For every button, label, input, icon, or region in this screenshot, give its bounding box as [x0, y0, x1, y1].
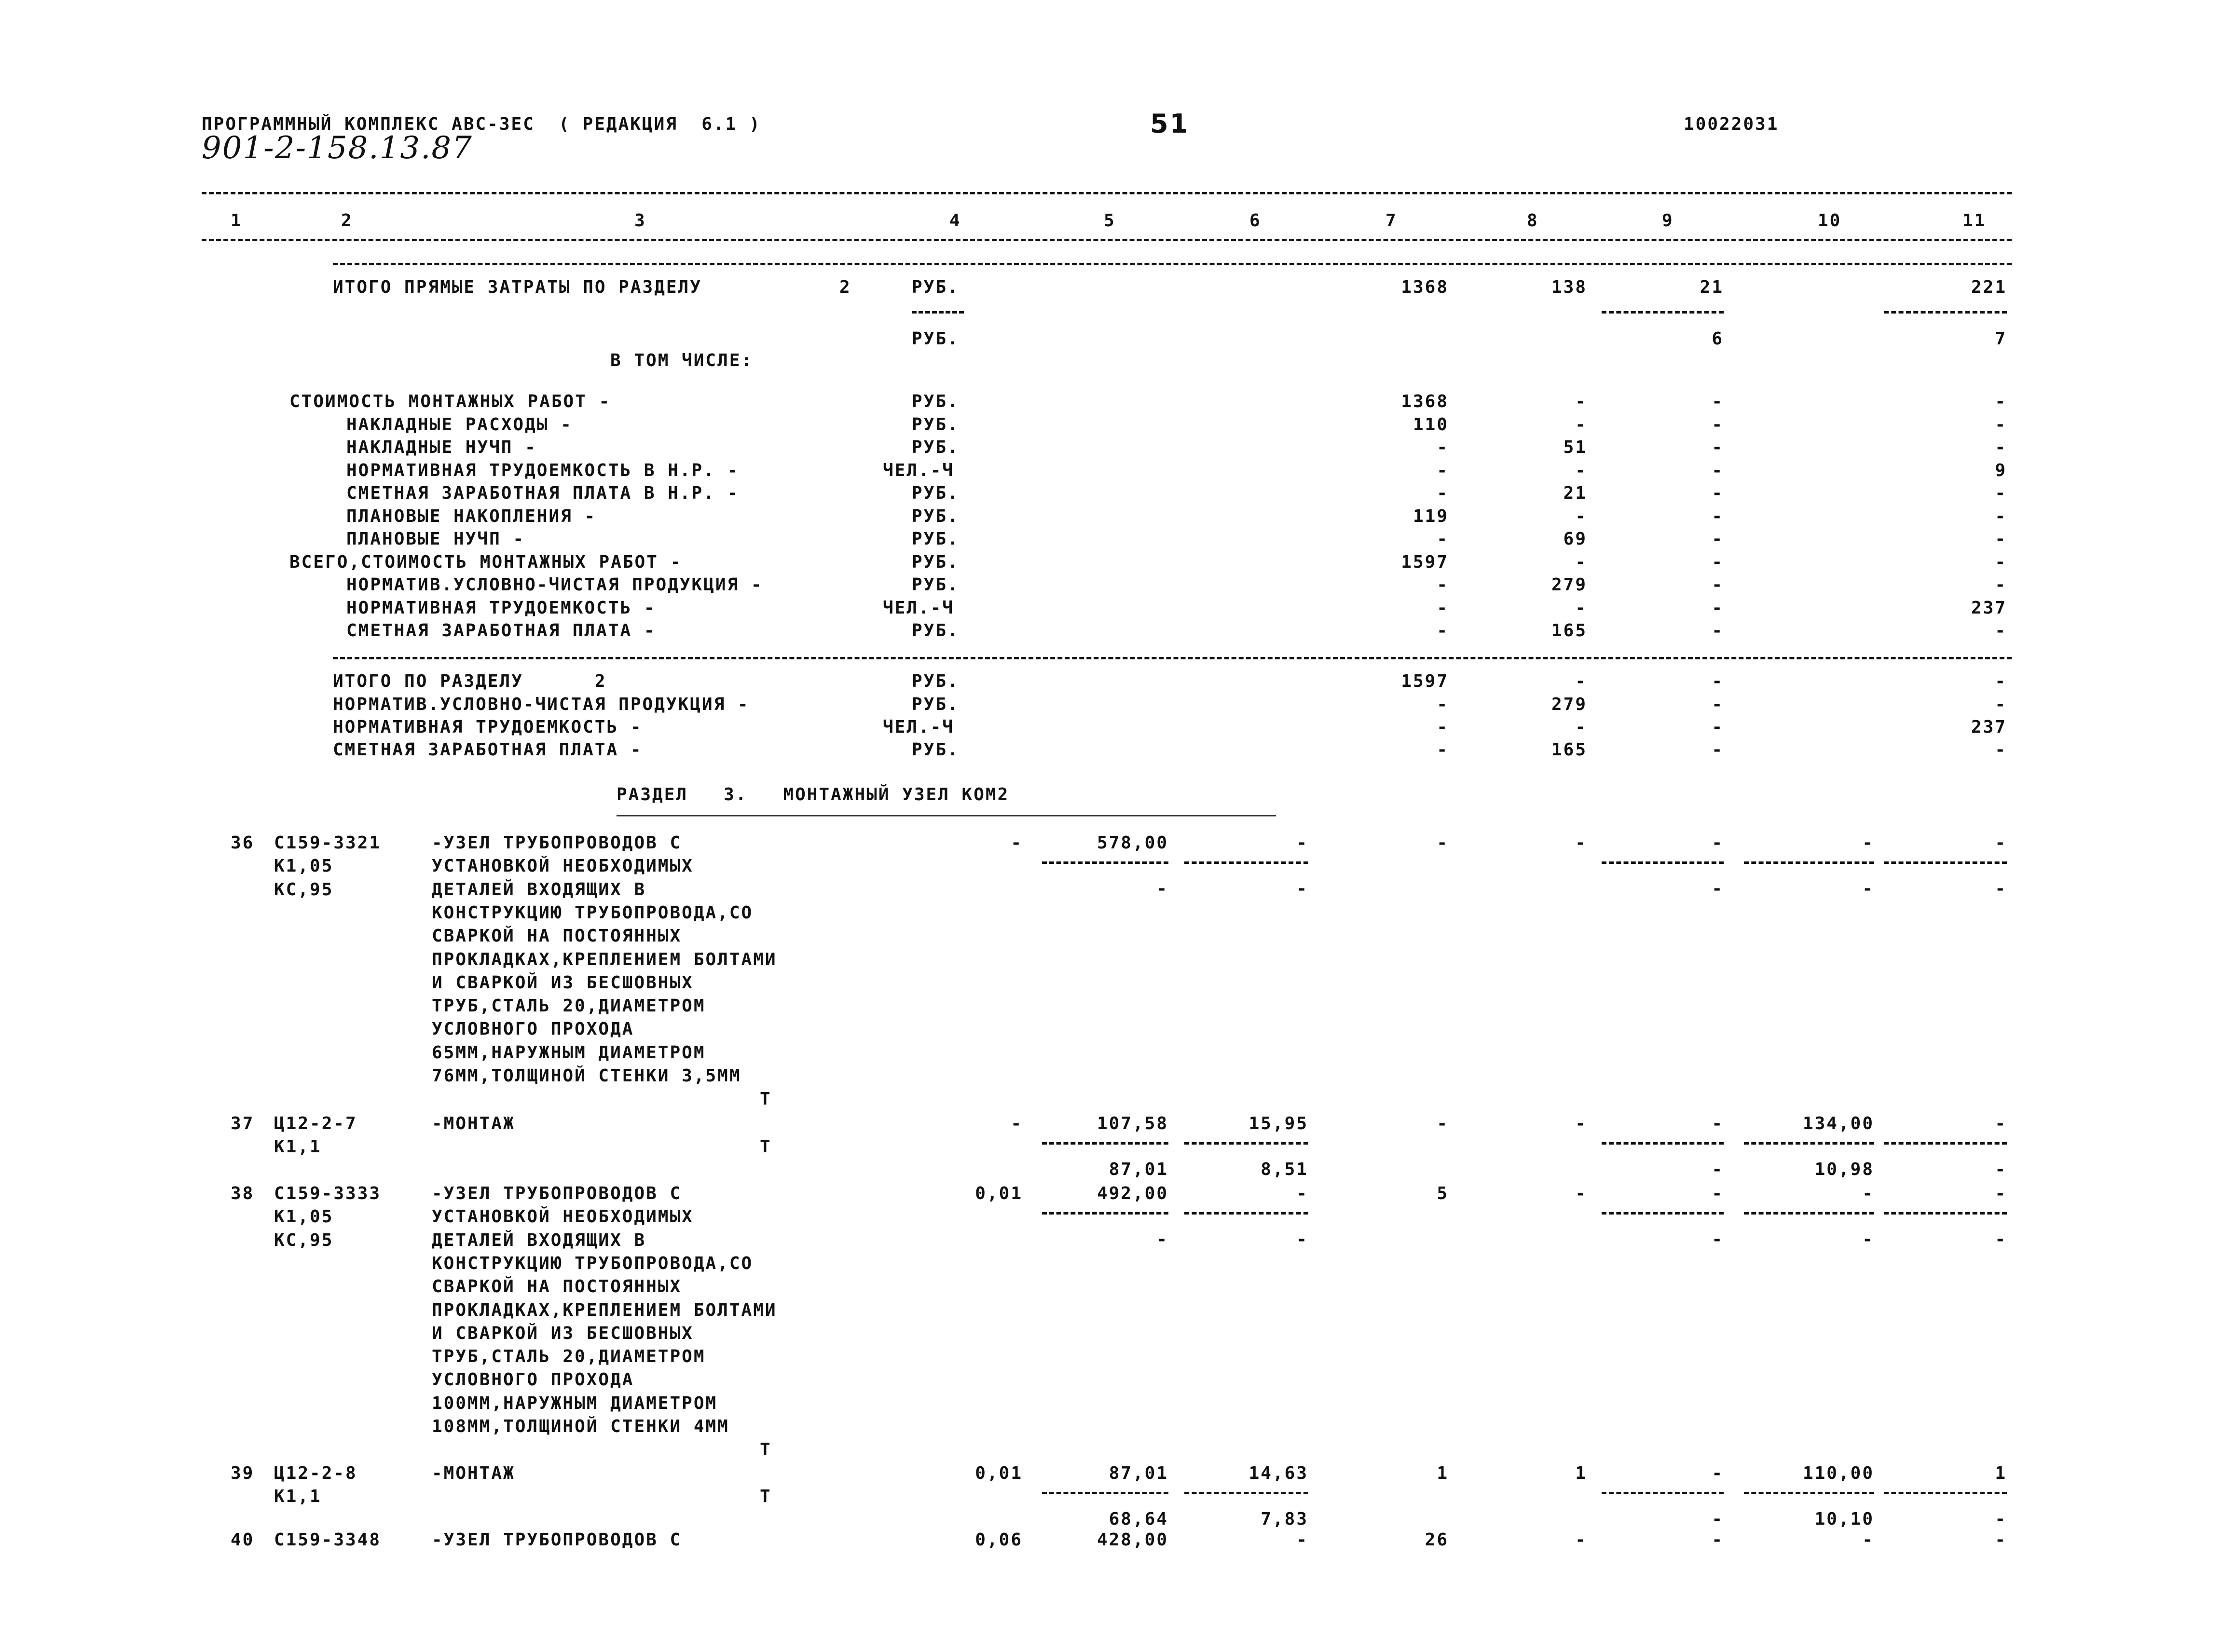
item-c4: 0,06 — [975, 1530, 1023, 1550]
item-description-line: УСЛОВНОГО ПРОХОДА — [432, 1019, 634, 1039]
item-c7: 1 — [1437, 1463, 1449, 1483]
item-c5: 578,00 — [1097, 833, 1168, 853]
direct-costs-label: ИТОГО ПРЯМЫЕ ЗАТРАТЫ ПО РАЗДЕЛУ — [333, 277, 702, 297]
direct-costs-2-unit: РУБ. — [912, 329, 960, 349]
item-description-line: ПРОКЛАДКАХ,КРЕПЛЕНИЕМ БОЛТАМИ — [432, 949, 777, 969]
summary-line-c11: - — [1995, 437, 2007, 457]
summary-line-c8: 165 — [1551, 621, 1587, 641]
item-number: 38 — [231, 1184, 255, 1203]
summary-line-c9: - — [1712, 392, 1724, 411]
summary-line-c9: - — [1712, 506, 1724, 526]
total-line-c11: - — [1995, 671, 2007, 691]
item-description-line: ДЕТАЛЕЙ ВХОДЯЩИХ В — [432, 879, 646, 900]
item-code: К1,05 — [274, 1207, 334, 1227]
total-line-c11: - — [1995, 740, 2007, 760]
item-c5-rule — [1042, 1142, 1168, 1145]
program-title: ПРОГРАММНЫЙ КОМПЛЕКС АВС-ЗЕС ( РЕДАКЦИЯ 6.1 ) — [202, 114, 761, 134]
summary-line-c11: - — [1995, 483, 2007, 503]
summary-line-unit: РУБ. — [912, 437, 960, 457]
item-c9: - — [1712, 1114, 1724, 1133]
summary-line-label: НОРМАТИВНАЯ ТРУДОЕМКОСТЬ В Н.Р. - — [346, 461, 740, 480]
item-c11-second: - — [1995, 1229, 2007, 1249]
item-unit: Т — [760, 1137, 772, 1157]
summary-line-c9: - — [1712, 552, 1724, 572]
item-c10-second: 10,10 — [1814, 1509, 1874, 1529]
total-line-c7: - — [1437, 717, 1449, 737]
item-description-line: 108ММ,ТОЛЩИНОЙ СТЕНКИ 4ММ — [432, 1417, 729, 1436]
item-c10-second: - — [1862, 879, 1874, 899]
total-line-label: НОРМАТИВ.УСЛОВНО-ЧИСТАЯ ПРОДУКЦИЯ - — [333, 695, 750, 714]
item-c9: - — [1712, 833, 1724, 853]
item-c9-rule — [1602, 1142, 1724, 1145]
item-c7: 5 — [1437, 1184, 1449, 1203]
total-line-c9: - — [1712, 740, 1724, 760]
page-number: 51 — [1150, 109, 1190, 139]
summary-line-c7: - — [1437, 598, 1449, 618]
item-c9: - — [1712, 1184, 1724, 1203]
summary-line-unit: РУБ. — [912, 506, 960, 526]
item-description-line: И СВАРКОЙ ИЗ БЕСШОВНЫХ — [432, 972, 694, 993]
item-number: 39 — [231, 1463, 255, 1483]
summary-line-c11: - — [1995, 552, 2007, 572]
direct-costs-section: 2 — [839, 277, 851, 297]
item-number: 40 — [231, 1530, 255, 1550]
item-code: Ц12-2-7 — [274, 1114, 357, 1133]
item-c4: - — [1011, 833, 1023, 853]
item-c10-rule — [1744, 1142, 1874, 1145]
item-c6-second: - — [1296, 1229, 1308, 1249]
item-code: С159-3321 — [274, 833, 382, 853]
item-c6-rule — [1184, 1142, 1308, 1145]
summary-line-unit: РУБ. — [912, 575, 960, 595]
item-code: К1,1 — [274, 1487, 322, 1507]
item-description-line: КОНСТРУКЦИЮ ТРУБОПРОВОДА,СО — [432, 902, 754, 923]
summary-line-c9: - — [1712, 437, 1724, 457]
item-description-line: -УЗЕЛ ТРУБОПРОВОДОВ С — [432, 1530, 682, 1550]
summary-line-c8: 51 — [1563, 437, 1587, 457]
item-c11: - — [1995, 1114, 2007, 1133]
summary-line-c7: 119 — [1413, 506, 1449, 526]
item-description-line: УСТАНОВКОЙ НЕОБХОДИМЫХ — [432, 856, 694, 876]
column-header-9: 9 — [1662, 211, 1674, 231]
item-c6: - — [1296, 1184, 1308, 1203]
column-header-5: 5 — [1104, 211, 1116, 231]
summary-line-label: СМЕТНАЯ ЗАРАБОТНАЯ ПЛАТА В Н.Р. - — [346, 483, 740, 503]
item-c6-second: - — [1296, 879, 1308, 899]
summary-line-c9: - — [1712, 575, 1724, 595]
direct-costs-c8: 138 — [1551, 277, 1587, 297]
summary-line-c7: - — [1437, 483, 1449, 503]
item-code: С159-3348 — [274, 1530, 382, 1550]
header-rule-bottom — [202, 239, 2012, 241]
item-c6-second: 7,83 — [1261, 1509, 1308, 1529]
summary-line-c7: - — [1437, 621, 1449, 641]
item-description-line: И СВАРКОЙ ИЗ БЕСШОВНЫХ — [432, 1323, 694, 1343]
total-line-c8: 165 — [1551, 740, 1587, 760]
item-c9-rule — [1602, 1492, 1724, 1494]
item-c6-second: 8,51 — [1261, 1160, 1308, 1179]
summary-line-c7: 110 — [1413, 415, 1449, 435]
item-c10-rule — [1744, 1492, 1874, 1494]
total-line-label: НОРМАТИВНАЯ ТРУДОЕМКОСТЬ - — [333, 717, 643, 737]
summary-line-c8: 21 — [1563, 483, 1587, 503]
summary-line-c8: 69 — [1563, 529, 1587, 549]
item-c11-rule — [1884, 1142, 2007, 1145]
item-c5-second: 87,01 — [1109, 1160, 1168, 1179]
column-header-7: 7 — [1385, 211, 1398, 231]
item-c4: 0,01 — [975, 1184, 1023, 1203]
summary-line-c7: - — [1437, 461, 1449, 480]
summary-line-unit: РУБ. — [912, 529, 960, 549]
summary-line-c8: - — [1575, 392, 1587, 411]
item-c5-rule — [1042, 1492, 1168, 1494]
item-c4: 0,01 — [975, 1463, 1023, 1483]
summary-line-c9: - — [1712, 598, 1724, 618]
direct-costs-2-c9: 6 — [1712, 329, 1724, 349]
summary-line-label: СТОИМОСТЬ МОНТАЖНЫХ РАБОТ - — [289, 392, 611, 411]
item-c5: 428,00 — [1097, 1530, 1168, 1550]
item-description-line: ТРУБ,СТАЛЬ 20,ДИАМЕТРОМ — [432, 996, 706, 1016]
item-c6: 14,63 — [1248, 1463, 1308, 1483]
item-c10-rule — [1744, 1212, 1874, 1215]
total-line-c7: - — [1437, 740, 1449, 760]
item-c5-rule — [1042, 861, 1168, 864]
item-code: КС,95 — [274, 1230, 334, 1250]
summary-line-unit: ЧЕЛ.-Ч — [883, 461, 955, 480]
total-line-c8: - — [1575, 717, 1587, 737]
item-c10-second: 10,98 — [1814, 1160, 1874, 1179]
total-line-unit: РУБ. — [912, 740, 960, 760]
column-header-6: 6 — [1249, 211, 1262, 231]
item-number: 37 — [231, 1114, 255, 1133]
summary-line-c8: - — [1575, 461, 1587, 480]
item-description-line: СВАРКОЙ НА ПОСТОЯННЫХ — [432, 926, 682, 946]
item-c7: - — [1437, 1114, 1449, 1133]
column-header-3: 3 — [634, 211, 646, 231]
item-description-line: 65ММ,НАРУЖНЫМ ДИАМЕТРОМ — [432, 1042, 706, 1063]
item-c6-rule — [1184, 1212, 1308, 1215]
summary-line-c9: - — [1712, 483, 1724, 503]
item-c6-rule — [1184, 1492, 1308, 1494]
section-3-title: РАЗДЕЛ 3. МОНТАЖНЫЙ УЗЕЛ КОМ2 — [617, 785, 1010, 805]
handwritten-code: 901-2-158.13.87 — [202, 130, 473, 166]
section-3-underline — [617, 815, 1276, 817]
total-line-c9: - — [1712, 717, 1724, 737]
summary-line-unit: РУБ. — [912, 552, 960, 572]
item-c6: 15,95 — [1248, 1114, 1308, 1133]
summary-line-label: НОРМАТИВ.УСЛОВНО-ЧИСТАЯ ПРОДУКЦИЯ - — [346, 575, 763, 595]
item-unit: Т — [760, 1487, 772, 1507]
item-c11-second: - — [1995, 1509, 2007, 1529]
summary-line-label: НАКЛАДНЫЕ НУЧП - — [346, 437, 537, 457]
item-c9-second: - — [1712, 1229, 1724, 1249]
item-description-line: УСТАНОВКОЙ НЕОБХОДИМЫХ — [432, 1207, 694, 1227]
item-c5: 107,58 — [1097, 1114, 1168, 1133]
item-c4: - — [1011, 1114, 1023, 1133]
total-line-label: СМЕТНАЯ ЗАРАБОТНАЯ ПЛАТА - — [333, 740, 643, 760]
item-c8: - — [1575, 1184, 1587, 1203]
total-line-label: ИТОГО ПО РАЗДЕЛУ 2 — [333, 671, 607, 691]
item-c5-rule — [1042, 1212, 1168, 1215]
item-description-line: -УЗЕЛ ТРУБОПРОВОДОВ С — [432, 833, 682, 853]
column-header-2: 2 — [341, 211, 353, 231]
item-c9-rule — [1602, 861, 1724, 864]
summary-line-c7: - — [1437, 529, 1449, 549]
summary-line-c11: - — [1995, 506, 2007, 526]
summary-line-c9: - — [1712, 461, 1724, 480]
item-c10: - — [1862, 1184, 1874, 1203]
item-code: КС,95 — [274, 879, 334, 900]
total-line-c11: 237 — [1971, 717, 2007, 737]
item-code: Ц12-2-8 — [274, 1463, 357, 1483]
summary-line-label: НОРМАТИВНАЯ ТРУДОЕМКОСТЬ - — [346, 598, 656, 618]
item-c8: - — [1575, 1530, 1587, 1550]
item-description-line: -МОНТАЖ — [432, 1463, 515, 1483]
c9-rule — [1602, 311, 1724, 314]
total-line-unit: РУБ. — [912, 695, 960, 714]
total-line-unit: РУБ. — [912, 671, 960, 691]
summary-line-c8: - — [1575, 506, 1587, 526]
summary-line-c9: - — [1712, 529, 1724, 549]
summary-line-unit: РУБ. — [912, 415, 960, 435]
column-header-10: 10 — [1818, 211, 1842, 231]
item-description-line: -УЗЕЛ ТРУБОПРОВОДОВ С — [432, 1184, 682, 1203]
total-line-c8: - — [1575, 671, 1587, 691]
summary-line-c9: - — [1712, 415, 1724, 435]
summary-line-c7: 1597 — [1401, 552, 1449, 572]
item-code: К1,05 — [274, 856, 334, 876]
total-line-c7: 1597 — [1401, 671, 1449, 691]
item-c9-second: - — [1712, 1160, 1724, 1179]
item-c9: - — [1712, 1530, 1724, 1550]
item-c9: - — [1712, 1463, 1724, 1483]
summary-line-c11: - — [1995, 415, 2007, 435]
unit-rule — [912, 311, 964, 314]
direct-costs-c7: 1368 — [1401, 277, 1449, 297]
item-c8: - — [1575, 1114, 1587, 1133]
item-c11: - — [1995, 833, 2007, 853]
item-c7: 26 — [1425, 1530, 1449, 1550]
item-description-line: ТРУБ,СТАЛЬ 20,ДИАМЕТРОМ — [432, 1347, 706, 1367]
item-description-line: 76ММ,ТОЛЩИНОЙ СТЕНКИ 3,5ММ — [432, 1066, 741, 1086]
item-c10-rule — [1744, 861, 1874, 864]
column-header-4: 4 — [949, 211, 961, 231]
summary-line-unit: РУБ. — [912, 483, 960, 503]
summary-line-c11: - — [1995, 392, 2007, 411]
item-c6: - — [1296, 1530, 1308, 1550]
summary-line-c7: 1368 — [1401, 392, 1449, 411]
item-c5-second: - — [1156, 879, 1168, 899]
item-c5-second: - — [1156, 1229, 1168, 1249]
item-code: К1,1 — [274, 1137, 322, 1157]
header-rule-top — [202, 192, 2012, 194]
summary-line-c7: - — [1437, 437, 1449, 457]
item-c9-rule — [1602, 1212, 1724, 1215]
total-line-c8: 279 — [1551, 695, 1587, 714]
column-header-8: 8 — [1527, 211, 1539, 231]
direct-costs-2-c11: 7 — [1995, 329, 2007, 349]
item-c11-rule — [1884, 1212, 2007, 1215]
direct-costs-c9: 21 — [1700, 277, 1724, 297]
item-c10: 110,00 — [1802, 1463, 1874, 1483]
item-c6: - — [1296, 833, 1308, 853]
column-header-11: 11 — [1962, 211, 1987, 231]
item-c11: - — [1995, 1184, 2007, 1203]
summary-line-unit: РУБ. — [912, 392, 960, 411]
summary-line-label: ВСЕГО,СТОИМОСТЬ МОНТАЖНЫХ РАБОТ - — [289, 552, 683, 572]
item-c11-second: - — [1995, 1160, 2007, 1179]
item-description-line: СВАРКОЙ НА ПОСТОЯННЫХ — [432, 1277, 682, 1297]
item-description-line: ПРОКЛАДКАХ,КРЕПЛЕНИЕМ БОЛТАМИ — [432, 1300, 777, 1320]
item-c5: 492,00 — [1097, 1184, 1168, 1203]
summary-line-label: ПЛАНОВЫЕ НАКОПЛЕНИЯ - — [346, 506, 597, 526]
document-number: 10022031 — [1684, 114, 1779, 134]
summary-line-c11: - — [1995, 529, 2007, 549]
c11-rule — [1884, 311, 2007, 314]
total-line-c9: - — [1712, 671, 1724, 691]
item-c6-rule — [1184, 861, 1308, 864]
summary-rule-top — [333, 263, 2012, 265]
item-code: С159-3333 — [274, 1184, 382, 1203]
item-c11-rule — [1884, 861, 2007, 864]
summary-line-unit: РУБ. — [912, 621, 960, 641]
summary-line-label: ПЛАНОВЫЕ НУЧП - — [346, 529, 525, 549]
item-unit: Т — [760, 1440, 772, 1460]
total-line-c9: - — [1712, 695, 1724, 714]
total-line-unit: ЧЕЛ.-Ч — [883, 717, 955, 737]
item-c9-second: - — [1712, 1509, 1724, 1529]
summary-line-c11: 237 — [1971, 598, 2007, 618]
item-c10: 134,00 — [1802, 1114, 1874, 1133]
item-c11-rule — [1884, 1492, 2007, 1494]
item-description-line: ДЕТАЛЕЙ ВХОДЯЩИХ В — [432, 1230, 646, 1250]
summary-line-c9: - — [1712, 621, 1724, 641]
including-heading: В ТОМ ЧИСЛЕ: — [610, 351, 754, 370]
item-c11: 1 — [1995, 1463, 2007, 1483]
item-description-line: УСЛОВНОГО ПРОХОДА — [432, 1370, 634, 1390]
item-c11: - — [1995, 1530, 2007, 1550]
item-unit: Т — [760, 1089, 772, 1109]
total-line-c11: - — [1995, 695, 2007, 714]
direct-costs-unit: РУБ. — [912, 277, 960, 297]
item-c5-second: 68,64 — [1109, 1509, 1168, 1529]
item-c9-second: - — [1712, 879, 1724, 899]
summary-line-unit: ЧЕЛ.-Ч — [883, 598, 955, 618]
item-number: 36 — [231, 833, 255, 853]
item-c10: - — [1862, 1530, 1874, 1550]
summary-line-c8: - — [1575, 598, 1587, 618]
total-line-c7: - — [1437, 695, 1449, 714]
column-header-1: 1 — [231, 211, 243, 231]
summary-line-label: НАКЛАДНЫЕ РАСХОДЫ - — [346, 415, 573, 435]
summary-line-c11: - — [1995, 575, 2007, 595]
item-description-line: 100ММ,НАРУЖНЫМ ДИАМЕТРОМ — [432, 1393, 718, 1413]
item-c8: 1 — [1575, 1463, 1587, 1483]
summary-line-c7: - — [1437, 575, 1449, 595]
item-description-line: КОНСТРУКЦИЮ ТРУБОПРОВОДА,СО — [432, 1253, 754, 1273]
item-c11-second: - — [1995, 879, 2007, 899]
item-c10-second: - — [1862, 1229, 1874, 1249]
direct-costs-c11: 221 — [1971, 277, 2007, 297]
item-c7: - — [1437, 833, 1449, 853]
summary-line-c11: 9 — [1995, 461, 2007, 480]
summary-line-label: СМЕТНАЯ ЗАРАБОТНАЯ ПЛАТА - — [346, 621, 656, 641]
item-c8: - — [1575, 833, 1587, 853]
totals-rule-top — [333, 657, 2012, 659]
summary-line-c8: - — [1575, 552, 1587, 572]
item-c10: - — [1862, 833, 1874, 853]
item-description-line: -МОНТАЖ — [432, 1114, 515, 1133]
summary-line-c8: - — [1575, 415, 1587, 435]
summary-line-c8: 279 — [1551, 575, 1587, 595]
item-c5: 87,01 — [1109, 1463, 1168, 1483]
summary-line-c11: - — [1995, 621, 2007, 641]
